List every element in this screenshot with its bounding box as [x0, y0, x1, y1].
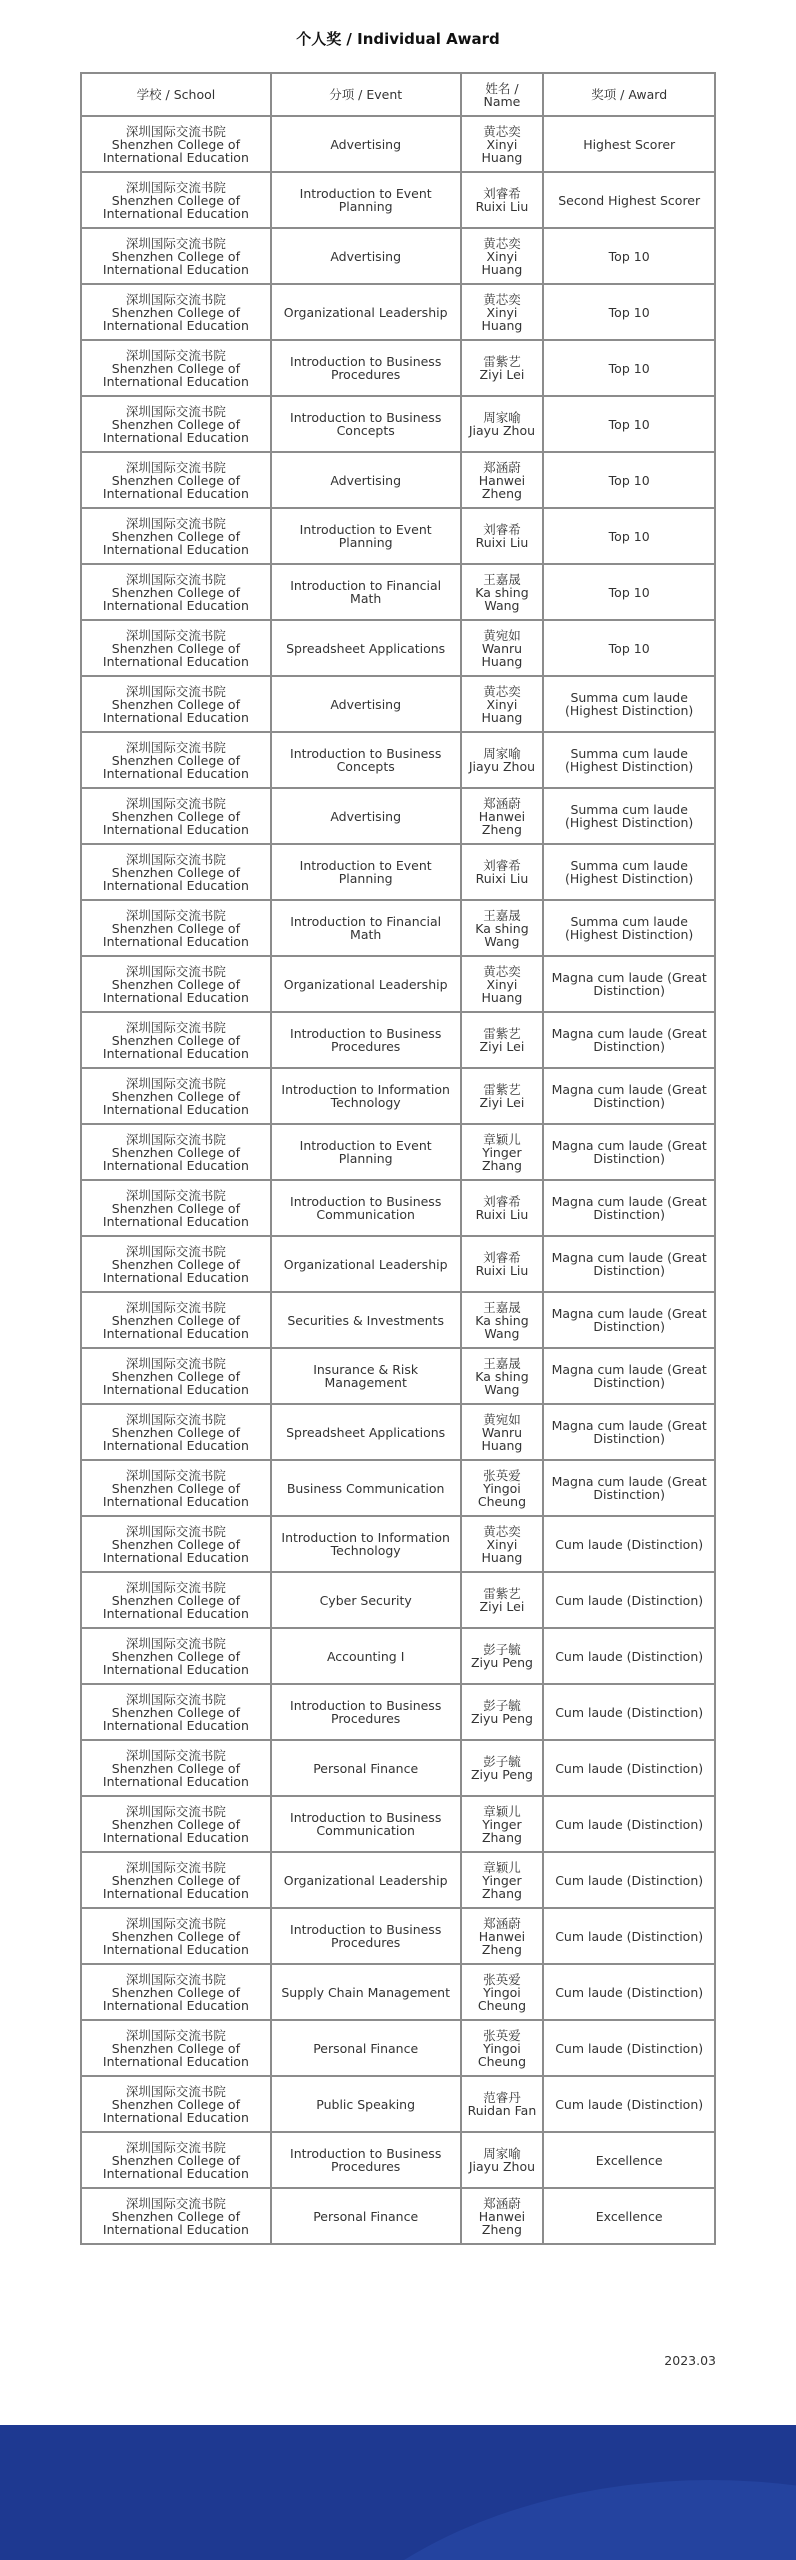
- table-header-row: [81, 73, 715, 116]
- table-row: [81, 900, 715, 956]
- cell-school: 深圳国际交流书院 Shenzhen College of International Education: [81, 1124, 271, 1180]
- cell-award: Excellence: [543, 2132, 715, 2188]
- date-label: 2023.03: [664, 2353, 716, 2368]
- cell-event: Organizational Leadership: [271, 1236, 461, 1292]
- cell-event: Supply Chain Management: [271, 1964, 461, 2020]
- cell-event: Business Communication: [271, 1460, 461, 1516]
- cell-school: 深圳国际交流书院 Shenzhen College of International Education: [81, 1236, 271, 1292]
- cell-name: 范睿丹 Ruidan Fan: [461, 2076, 544, 2132]
- cell-award: Top 10: [543, 564, 715, 620]
- table-row: [81, 340, 715, 396]
- cell-award: Magna cum laude (Great Distinction): [543, 1292, 715, 1348]
- cell-award: Summa cum laude (Highest Distinction): [543, 788, 715, 844]
- cell-name: 彭子毓 Ziyu Peng: [461, 1740, 544, 1796]
- table-row: [81, 452, 715, 508]
- cell-award: Cum laude (Distinction): [543, 1684, 715, 1740]
- cell-name: 郑涵蔚 Hanwei Zheng: [461, 2188, 544, 2244]
- cell-name: 彭子毓 Ziyu Peng: [461, 1628, 544, 1684]
- header-event: 分项 / Event: [271, 73, 461, 116]
- cell-name: 周家喻 Jiayu Zhou: [461, 732, 544, 788]
- cell-event: Advertising: [271, 116, 461, 172]
- table-row: [81, 1292, 715, 1348]
- cell-name: 张英爱 Yingoi Cheung: [461, 1460, 544, 1516]
- table-row: [81, 2076, 715, 2132]
- table-row: [81, 1796, 715, 1852]
- cell-school: 深圳国际交流书院 Shenzhen College of International Education: [81, 228, 271, 284]
- cell-name: 黄宛如 Wanru Huang: [461, 1404, 544, 1460]
- table-row: [81, 1180, 715, 1236]
- cell-award: Top 10: [543, 396, 715, 452]
- cell-name: 郑涵蔚 Hanwei Zheng: [461, 1908, 544, 1964]
- cell-school: 深圳国际交流书院 Shenzhen College of International Education: [81, 2132, 271, 2188]
- cell-name: 章颖儿 Yinger Zhang: [461, 1796, 544, 1852]
- table-row: [81, 172, 715, 228]
- cell-award: Top 10: [543, 452, 715, 508]
- cell-school: 深圳国际交流书院 Shenzhen College of International Education: [81, 1012, 271, 1068]
- cell-school: 深圳国际交流书院 Shenzhen College of International Education: [81, 844, 271, 900]
- cell-name: 章颖儿 Yinger Zhang: [461, 1124, 544, 1180]
- cell-school: 深圳国际交流书院 Shenzhen College of International Education: [81, 1628, 271, 1684]
- table-row: [81, 1908, 715, 1964]
- cell-award: Magna cum laude (Great Distinction): [543, 1404, 715, 1460]
- cell-event: Advertising: [271, 676, 461, 732]
- cell-name: 刘睿希 Ruixi Liu: [461, 172, 544, 228]
- cell-event: Introduction to Information Technology: [271, 1068, 461, 1124]
- table-body: [81, 116, 715, 2244]
- cell-event: Cyber Security: [271, 1572, 461, 1628]
- cell-award: Top 10: [543, 620, 715, 676]
- cell-award: Top 10: [543, 228, 715, 284]
- cell-name: 王嘉晟 Ka shing Wang: [461, 900, 544, 956]
- cell-school: 深圳国际交流书院 Shenzhen College of International Education: [81, 1516, 271, 1572]
- table-row: [81, 788, 715, 844]
- table-row: [81, 2188, 715, 2244]
- table-row: [81, 732, 715, 788]
- cell-name: 黄芯奕 Xinyi Huang: [461, 228, 544, 284]
- cell-name: 张英爱 Yingoi Cheung: [461, 1964, 544, 2020]
- cell-award: Cum laude (Distinction): [543, 1740, 715, 1796]
- table-row: [81, 564, 715, 620]
- cell-school: 深圳国际交流书院 Shenzhen College of International Education: [81, 1684, 271, 1740]
- cell-school: 深圳国际交流书院 Shenzhen College of International Education: [81, 732, 271, 788]
- cell-school: 深圳国际交流书院 Shenzhen College of International Education: [81, 284, 271, 340]
- cell-name: 章颖儿 Yinger Zhang: [461, 1852, 544, 1908]
- table-row: [81, 1628, 715, 1684]
- cell-event: Personal Finance: [271, 1740, 461, 1796]
- cell-school: 深圳国际交流书院 Shenzhen College of International Education: [81, 956, 271, 1012]
- cell-award: Magna cum laude (Great Distinction): [543, 1348, 715, 1404]
- header-school: 学校 / School: [81, 73, 271, 116]
- cell-school: 深圳国际交流书院 Shenzhen College of International Education: [81, 1740, 271, 1796]
- cell-school: 深圳国际交流书院 Shenzhen College of International Education: [81, 1404, 271, 1460]
- cell-event: Organizational Leadership: [271, 1852, 461, 1908]
- cell-award: Cum laude (Distinction): [543, 1964, 715, 2020]
- cell-event: Advertising: [271, 228, 461, 284]
- cell-name: 黄芯奕 Xinyi Huang: [461, 676, 544, 732]
- footer-band: [0, 2425, 796, 2560]
- cell-name: 雷紫艺 Ziyi Lei: [461, 340, 544, 396]
- cell-school: 深圳国际交流书院 Shenzhen College of International Education: [81, 396, 271, 452]
- table-row: [81, 1684, 715, 1740]
- cell-award: Magna cum laude (Great Distinction): [543, 1236, 715, 1292]
- table-row: [81, 1740, 715, 1796]
- cell-event: Introduction to Business Communication: [271, 1180, 461, 1236]
- cell-event: Introduction to Business Procedures: [271, 340, 461, 396]
- cell-name: 刘睿希 Ruixi Liu: [461, 844, 544, 900]
- cell-school: 深圳国际交流书院 Shenzhen College of International Education: [81, 340, 271, 396]
- table-row: [81, 1460, 715, 1516]
- table-row: [81, 2020, 715, 2076]
- cell-event: Introduction to Business Communication: [271, 1796, 461, 1852]
- cell-event: Personal Finance: [271, 2188, 461, 2244]
- cell-event: Introduction to Information Technology: [271, 1516, 461, 1572]
- cell-school: 深圳国际交流书院 Shenzhen College of International Education: [81, 788, 271, 844]
- cell-event: Introduction to Business Procedures: [271, 2132, 461, 2188]
- cell-event: Introduction to Business Procedures: [271, 1684, 461, 1740]
- cell-name: 刘睿希 Ruixi Liu: [461, 508, 544, 564]
- cell-name: 刘睿希 Ruixi Liu: [461, 1236, 544, 1292]
- cell-event: Introduction to Business Concepts: [271, 732, 461, 788]
- cell-school: 深圳国际交流书院 Shenzhen College of International Education: [81, 1964, 271, 2020]
- table-row: [81, 620, 715, 676]
- table-row: [81, 228, 715, 284]
- cell-name: 黄芯奕 Xinyi Huang: [461, 956, 544, 1012]
- cell-school: 深圳国际交流书院 Shenzhen College of International Education: [81, 116, 271, 172]
- table-row: [81, 676, 715, 732]
- cell-award: Summa cum laude (Highest Distinction): [543, 900, 715, 956]
- table-row: [81, 508, 715, 564]
- cell-award: Highest Scorer: [543, 116, 715, 172]
- table-row: [81, 1124, 715, 1180]
- cell-event: Advertising: [271, 452, 461, 508]
- table-row: [81, 1068, 715, 1124]
- cell-school: 深圳国际交流书院 Shenzhen College of International Education: [81, 2020, 271, 2076]
- cell-event: Introduction to Event Planning: [271, 844, 461, 900]
- table-row: [81, 2132, 715, 2188]
- cell-school: 深圳国际交流书院 Shenzhen College of International Education: [81, 1348, 271, 1404]
- cell-school: 深圳国际交流书院 Shenzhen College of International Education: [81, 676, 271, 732]
- cell-award: Cum laude (Distinction): [543, 1852, 715, 1908]
- cell-award: Summa cum laude (Highest Distinction): [543, 732, 715, 788]
- cell-award: Excellence: [543, 2188, 715, 2244]
- cell-award: Summa cum laude (Highest Distinction): [543, 676, 715, 732]
- cell-name: 雷紫艺 Ziyi Lei: [461, 1012, 544, 1068]
- table-row: [81, 1572, 715, 1628]
- table-row: [81, 1964, 715, 2020]
- cell-award: Top 10: [543, 340, 715, 396]
- cell-name: 王嘉晟 Ka shing Wang: [461, 1348, 544, 1404]
- cell-school: 深圳国际交流书院 Shenzhen College of International Education: [81, 2076, 271, 2132]
- cell-award: Cum laude (Distinction): [543, 2020, 715, 2076]
- cell-school: 深圳国际交流书院 Shenzhen College of International Education: [81, 1292, 271, 1348]
- cell-award: Magna cum laude (Great Distinction): [543, 1124, 715, 1180]
- cell-name: 黄宛如 Wanru Huang: [461, 620, 544, 676]
- cell-event: Introduction to Business Procedures: [271, 1012, 461, 1068]
- table-row: [81, 1516, 715, 1572]
- award-table: [80, 72, 716, 2245]
- cell-name: 郑涵蔚 Hanwei Zheng: [461, 452, 544, 508]
- cell-school: 深圳国际交流书院 Shenzhen College of International Education: [81, 1908, 271, 1964]
- cell-event: Introduction to Financial Math: [271, 564, 461, 620]
- table-row: [81, 1348, 715, 1404]
- cell-school: 深圳国际交流书院 Shenzhen College of International Education: [81, 172, 271, 228]
- cell-name: 王嘉晟 Ka shing Wang: [461, 564, 544, 620]
- table-row: [81, 956, 715, 1012]
- cell-event: Introduction to Financial Math: [271, 900, 461, 956]
- cell-name: 黄芯奕 Xinyi Huang: [461, 284, 544, 340]
- table-row: [81, 1404, 715, 1460]
- cell-award: Magna cum laude (Great Distinction): [543, 1180, 715, 1236]
- cell-award: Magna cum laude (Great Distinction): [543, 956, 715, 1012]
- cell-award: Magna cum laude (Great Distinction): [543, 1012, 715, 1068]
- table-row: [81, 1236, 715, 1292]
- cell-event: Organizational Leadership: [271, 956, 461, 1012]
- cell-award: Magna cum laude (Great Distinction): [543, 1068, 715, 1124]
- cell-name: 雷紫艺 Ziyi Lei: [461, 1068, 544, 1124]
- table-row: [81, 116, 715, 172]
- cell-name: 黄芯奕 Xinyi Huang: [461, 116, 544, 172]
- cell-award: Cum laude (Distinction): [543, 1908, 715, 1964]
- cell-name: 黄芯奕 Xinyi Huang: [461, 1516, 544, 1572]
- cell-name: 王嘉晟 Ka shing Wang: [461, 1292, 544, 1348]
- table-row: [81, 1012, 715, 1068]
- cell-award: Cum laude (Distinction): [543, 1796, 715, 1852]
- cell-name: 雷紫艺 Ziyi Lei: [461, 1572, 544, 1628]
- cell-event: Introduction to Event Planning: [271, 1124, 461, 1180]
- cell-event: Introduction to Business Procedures: [271, 1908, 461, 1964]
- cell-event: Accounting Ⅰ: [271, 1628, 461, 1684]
- cell-name: 周家喻 Jiayu Zhou: [461, 396, 544, 452]
- table-row: [81, 844, 715, 900]
- cell-school: 深圳国际交流书院 Shenzhen College of International Education: [81, 564, 271, 620]
- cell-event: Introduction to Event Planning: [271, 172, 461, 228]
- cell-award: Summa cum laude (Highest Distinction): [543, 844, 715, 900]
- cell-award: Cum laude (Distinction): [543, 1516, 715, 1572]
- cell-award: Magna cum laude (Great Distinction): [543, 1460, 715, 1516]
- cell-event: Advertising: [271, 788, 461, 844]
- cell-school: 深圳国际交流书院 Shenzhen College of International Education: [81, 1460, 271, 1516]
- cell-name: 彭子毓 Ziyu Peng: [461, 1684, 544, 1740]
- cell-event: Insurance & Risk Management: [271, 1348, 461, 1404]
- cell-name: 张英爱 Yingoi Cheung: [461, 2020, 544, 2076]
- cell-event: Public Speaking: [271, 2076, 461, 2132]
- cell-school: 深圳国际交流书院 Shenzhen College of International Education: [81, 1852, 271, 1908]
- cell-event: Personal Finance: [271, 2020, 461, 2076]
- table-row: [81, 284, 715, 340]
- table-row: [81, 1852, 715, 1908]
- cell-school: 深圳国际交流书院 Shenzhen College of International Education: [81, 900, 271, 956]
- header-award: 奖项 / Award: [543, 73, 715, 116]
- cell-school: 深圳国际交流书院 Shenzhen College of International Education: [81, 1068, 271, 1124]
- header-name: 姓名 / Name: [461, 73, 544, 116]
- footer-arc: [260, 2480, 796, 2560]
- cell-event: Organizational Leadership: [271, 284, 461, 340]
- cell-school: 深圳国际交流书院 Shenzhen College of International Education: [81, 1572, 271, 1628]
- cell-award: Cum laude (Distinction): [543, 1628, 715, 1684]
- cell-name: 郑涵蔚 Hanwei Zheng: [461, 788, 544, 844]
- cell-event: Securities & Investments: [271, 1292, 461, 1348]
- cell-name: 周家喻 Jiayu Zhou: [461, 2132, 544, 2188]
- page-title: 个人奖 / Individual Award: [296, 30, 500, 48]
- cell-award: Cum laude (Distinction): [543, 1572, 715, 1628]
- cell-event: Spreadsheet Applications: [271, 620, 461, 676]
- cell-award: Second Highest Scorer: [543, 172, 715, 228]
- cell-event: Spreadsheet Applications: [271, 1404, 461, 1460]
- cell-school: 深圳国际交流书院 Shenzhen College of International Education: [81, 1796, 271, 1852]
- table-row: [81, 396, 715, 452]
- cell-school: 深圳国际交流书院 Shenzhen College of International Education: [81, 1180, 271, 1236]
- cell-event: Introduction to Event Planning: [271, 508, 461, 564]
- cell-school: 深圳国际交流书院 Shenzhen College of International Education: [81, 2188, 271, 2244]
- cell-award: Cum laude (Distinction): [543, 2076, 715, 2132]
- cell-award: Top 10: [543, 284, 715, 340]
- cell-school: 深圳国际交流书院 Shenzhen College of International Education: [81, 452, 271, 508]
- cell-award: Top 10: [543, 508, 715, 564]
- cell-event: Introduction to Business Concepts: [271, 396, 461, 452]
- cell-school: 深圳国际交流书院 Shenzhen College of International Education: [81, 508, 271, 564]
- cell-name: 刘睿希 Ruixi Liu: [461, 1180, 544, 1236]
- cell-school: 深圳国际交流书院 Shenzhen College of International Education: [81, 620, 271, 676]
